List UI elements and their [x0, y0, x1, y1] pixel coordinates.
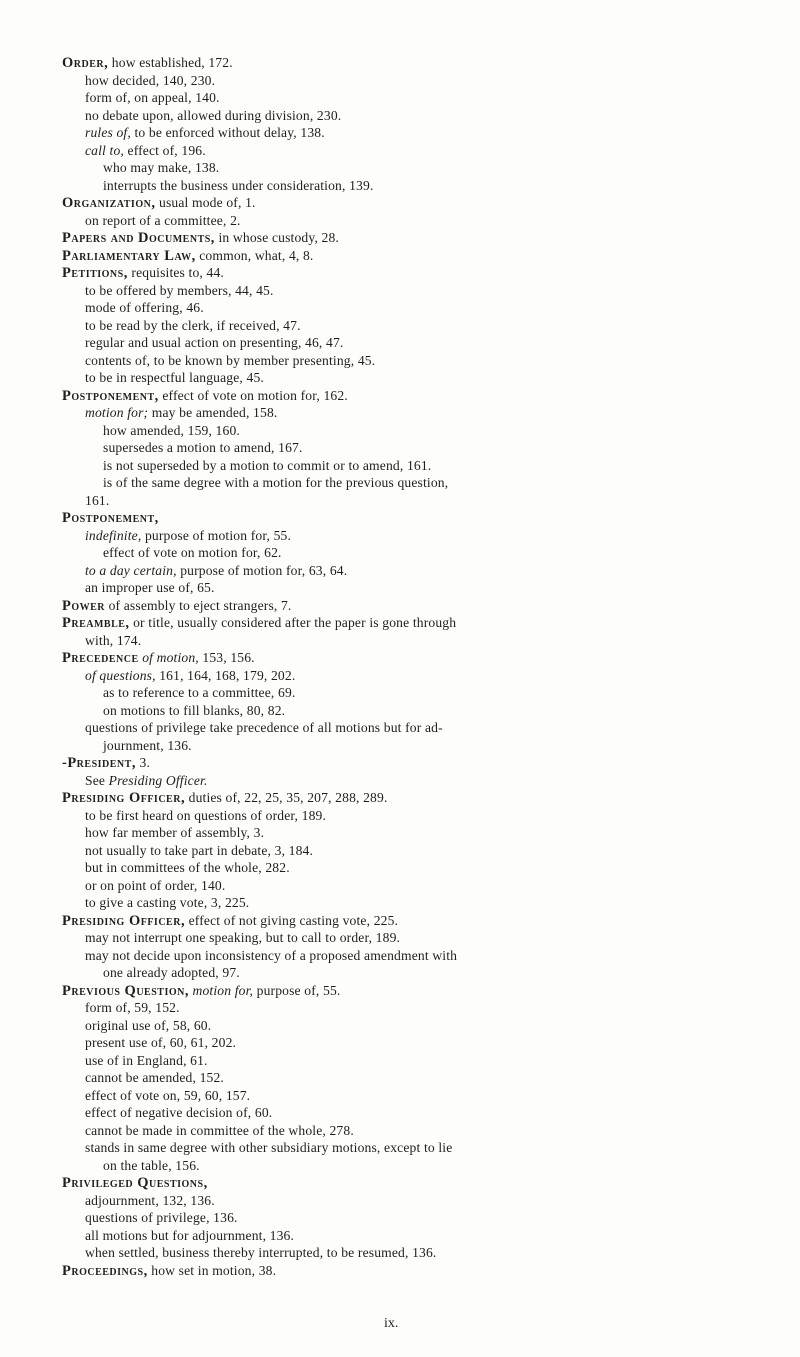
index-subentry	[62, 632, 762, 650]
index-text: effect of vote on motion for, 162.	[158, 387, 348, 403]
index-subentry	[62, 929, 762, 947]
index-subentry	[62, 702, 762, 720]
index-text: one already adopted, 97.	[103, 965, 240, 980]
index-text: purpose of motion for, 55.	[141, 527, 292, 543]
index-subentry	[62, 894, 762, 912]
index-subentry	[62, 1017, 762, 1035]
index-subentry	[62, 159, 762, 177]
index-text: form of, 59, 152.	[85, 1000, 180, 1015]
index-keyword: Previous Question,	[62, 982, 189, 999]
index-subentry	[62, 352, 762, 370]
index-subentry	[62, 72, 762, 90]
index-text: how far member of assembly, 3.	[85, 825, 265, 840]
index-text: mode of offering, 46.	[85, 300, 204, 315]
index-text: or on point of order, 140.	[85, 877, 226, 893]
index-text: who may make, 138.	[103, 160, 220, 175]
index-text: on the table, 156.	[103, 1157, 200, 1173]
index-heading-entry	[62, 387, 762, 405]
index-italic-qualifier: motion for,	[188, 982, 254, 998]
index-heading-entry	[62, 229, 762, 247]
index-italic-qualifier: to a day certain,	[85, 562, 177, 578]
index-subentry	[62, 1104, 762, 1122]
index-subentry	[62, 1087, 762, 1105]
index-subentry	[62, 544, 762, 562]
index-heading-entry	[62, 982, 762, 1000]
index-text: contents of, to be known by member presenting, 45.	[85, 352, 376, 368]
index-subentry	[62, 124, 762, 142]
index-text: effect of not giving casting vote, 225.	[185, 912, 399, 928]
index-text: effect of vote on, 59, 60, 157.	[85, 1087, 251, 1103]
index-text: See	[85, 772, 109, 788]
index-keyword: Preamble,	[62, 615, 130, 631]
index-subentry	[62, 422, 762, 440]
index-text: effect of negative decision of, 60.	[85, 1105, 273, 1120]
index-heading-entry	[62, 264, 762, 282]
page-number: ix.	[384, 1316, 399, 1331]
index-text: may be amended, 158.	[148, 405, 278, 420]
index-heading-entry	[62, 649, 762, 667]
index-keyword: Presiding Officer,	[62, 790, 186, 806]
index-keyword: Privileged Questions,	[62, 1175, 208, 1191]
index-text: common, what, 4, 8.	[195, 247, 314, 263]
index-heading-entry	[62, 1174, 762, 1192]
index-subentry	[62, 1139, 762, 1157]
index-text: all motions but for adjournment, 136.	[85, 1227, 295, 1243]
index-text: not usually to take part in debate, 3, 184.	[85, 842, 314, 858]
index-text: present use of, 60, 61, 202.	[85, 1035, 237, 1050]
index-text: 161.	[85, 492, 110, 508]
index-subentry	[62, 177, 762, 195]
index-text: purpose of, 55.	[253, 982, 341, 998]
index-subentry	[62, 859, 762, 877]
index-keyword: Postponement,	[62, 510, 159, 526]
index-text: regular and usual action on presenting, 46, 47.	[85, 335, 344, 350]
index-subentry	[62, 527, 762, 545]
index-subentry	[62, 1069, 762, 1087]
index-text: cannot be made in committee of the whole, 278.	[85, 1122, 354, 1138]
index-text-block	[62, 54, 762, 1279]
index-italic-qualifier: of motion,	[138, 650, 199, 665]
index-subentry	[62, 667, 762, 685]
index-text: how decided, 140, 230.	[85, 72, 216, 88]
index-subentry	[62, 1157, 762, 1175]
index-text: no debate upon, allowed during division, 230.	[85, 107, 342, 123]
index-text: how amended, 159, 160.	[103, 422, 240, 438]
index-subentry	[62, 474, 762, 492]
index-subentry	[62, 1034, 762, 1052]
index-keyword: Power	[62, 597, 106, 614]
index-heading-entry	[62, 1262, 762, 1280]
index-heading-entry	[62, 912, 762, 930]
index-text: original use of, 58, 60.	[85, 1017, 212, 1033]
index-subentry	[62, 89, 762, 107]
index-text: 153, 156.	[198, 650, 255, 665]
index-text: supersedes a motion to amend, 167.	[103, 440, 303, 455]
index-subentry	[62, 334, 762, 352]
index-text: duties of, 22, 25, 35, 207, 288, 289.	[185, 790, 388, 805]
index-subentry	[62, 964, 762, 982]
index-text: to be read by the clerk, if received, 47.	[85, 317, 301, 333]
index-subentry	[62, 457, 762, 475]
index-subentry	[62, 772, 762, 790]
index-keyword: Postponement,	[62, 387, 159, 404]
index-heading-entry	[62, 194, 762, 212]
index-subentry	[62, 999, 762, 1017]
index-text: to give a casting vote, 3, 225.	[85, 895, 250, 910]
index-heading-entry	[62, 614, 762, 632]
index-text: but in committees of the whole, 282.	[85, 860, 290, 875]
index-keyword: Precedence	[62, 650, 139, 666]
index-text: questions of privilege take precedence of all motions but for ad-	[85, 720, 443, 735]
index-text: in whose custody, 28.	[214, 230, 339, 245]
index-subentry	[62, 142, 762, 160]
index-subentry	[62, 877, 762, 895]
index-subentry	[62, 579, 762, 597]
index-cross-reference: Presiding Officer.	[108, 772, 208, 788]
index-text: to be first heard on questions of order, 189.	[85, 807, 327, 823]
index-text: may not decide upon inconsistency of a proposed amendment with	[85, 947, 458, 963]
index-heading-entry	[62, 509, 762, 527]
index-subentry	[62, 737, 762, 755]
index-keyword: Order,	[62, 55, 109, 71]
index-text: adjournment, 132, 136.	[85, 1192, 215, 1208]
index-italic-qualifier: motion for;	[85, 405, 149, 420]
index-subentry	[62, 107, 762, 125]
index-italic-qualifier: call to,	[85, 142, 124, 158]
index-keyword: Petitions,	[62, 265, 128, 281]
index-subentry	[62, 492, 762, 510]
index-text: effect of, 196.	[123, 142, 206, 158]
index-italic-qualifier: rules of,	[85, 125, 131, 140]
index-subentry	[62, 824, 762, 842]
index-text: form of, on appeal, 140.	[85, 90, 220, 105]
index-text: use of in England, 61.	[85, 1052, 208, 1068]
index-text: to be offered by members, 44, 45.	[85, 282, 274, 298]
index-text: requisites to, 44.	[127, 265, 224, 280]
index-text: on motions to fill blanks, 80, 82.	[103, 702, 286, 718]
index-subentry	[62, 719, 762, 737]
index-subentry	[62, 1209, 762, 1227]
index-keyword: Proceedings,	[62, 1262, 148, 1279]
index-text: to be enforced without delay, 138.	[130, 125, 325, 140]
index-text: usual mode of, 1.	[155, 195, 256, 210]
index-text: is not superseded by a motion to commit or to amend, 161.	[103, 457, 432, 473]
index-italic-qualifier: indefinite,	[85, 527, 142, 543]
index-text: effect of vote on motion for, 62.	[103, 545, 282, 560]
index-subentry	[62, 369, 762, 387]
index-keyword: Organization,	[62, 195, 156, 211]
index-text: to be in respectful language, 45.	[85, 370, 264, 385]
index-subentry	[62, 212, 762, 230]
index-keyword: Papers and Documents,	[62, 230, 215, 246]
index-text: of assembly to eject strangers, 7.	[105, 597, 292, 613]
index-keyword: Parliamentary Law,	[62, 247, 196, 264]
index-text: how established, 172.	[108, 55, 233, 70]
index-subentry	[62, 947, 762, 965]
index-text: may not interrupt one speaking, but to call to order, 189.	[85, 930, 401, 945]
index-subentry	[62, 317, 762, 335]
index-text: questions of privilege, 136.	[85, 1210, 238, 1225]
index-heading-entry	[62, 789, 762, 807]
index-subentry	[62, 562, 762, 580]
index-italic-qualifier: of questions,	[85, 667, 156, 683]
index-subentry	[62, 1052, 762, 1070]
index-subentry	[62, 1192, 762, 1210]
index-heading-entry	[62, 754, 762, 772]
index-text: journment, 136.	[103, 737, 192, 753]
index-text: interrupts the business under consideration, 139.	[103, 177, 374, 193]
index-subentry	[62, 807, 762, 825]
index-subentry	[62, 1227, 762, 1245]
index-subentry	[62, 1122, 762, 1140]
index-text: when settled, business thereby interrupted, to be resumed, 136.	[85, 1245, 437, 1260]
index-text: how set in motion, 38.	[147, 1262, 277, 1278]
index-text: stands in same degree with other subsidiary motions, except to lie	[85, 1140, 453, 1155]
index-subentry	[62, 282, 762, 300]
index-text: as to reference to a committee, 69.	[103, 685, 296, 700]
index-keyword: Presiding Officer,	[62, 912, 186, 929]
index-text: or title, usually considered after the paper is gone through	[129, 615, 457, 630]
index-text: on report of a committee, 2.	[85, 212, 241, 228]
index-text: 3.	[135, 755, 150, 770]
index-subentry	[62, 1244, 762, 1262]
index-subentry	[62, 842, 762, 860]
index-text: cannot be amended, 152.	[85, 1070, 224, 1085]
index-text: with, 174.	[85, 632, 142, 648]
index-subentry	[62, 439, 762, 457]
index-text: purpose of motion for, 63, 64.	[176, 562, 348, 578]
index-subentry	[62, 684, 762, 702]
index-heading-entry	[62, 54, 762, 72]
index-keyword: -President,	[62, 755, 136, 771]
index-text: is of the same degree with a motion for the previous question,	[103, 475, 449, 490]
index-subentry	[62, 299, 762, 317]
index-text: an improper use of, 65.	[85, 580, 215, 595]
index-heading-entry	[62, 247, 762, 265]
index-subentry	[62, 404, 762, 422]
index-text: 161, 164, 168, 179, 202.	[155, 667, 296, 683]
index-heading-entry	[62, 597, 762, 615]
